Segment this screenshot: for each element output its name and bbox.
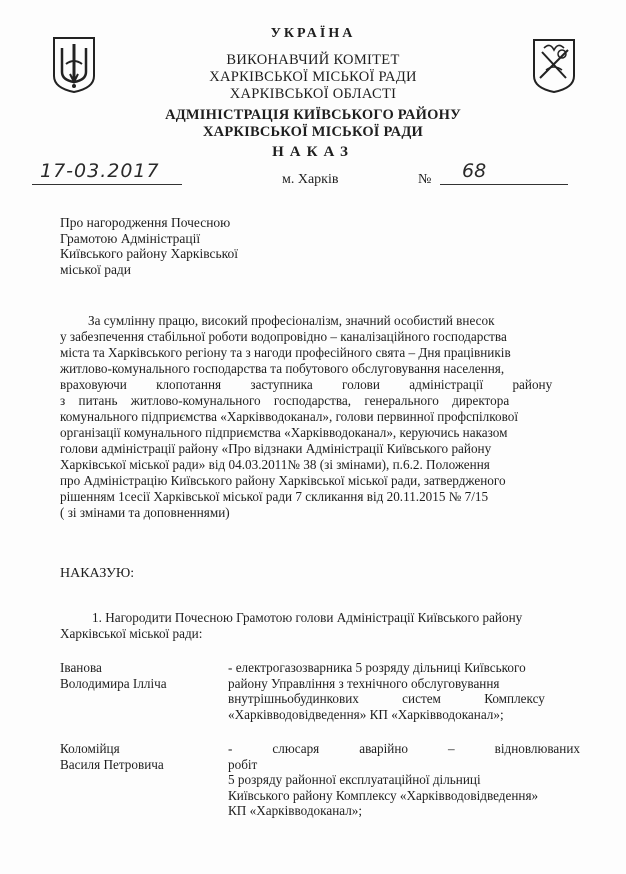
preamble-line: враховуючи клопотання заступника голови адміністрації району (60, 377, 553, 392)
position-line: - слюсаря аварійно – відновлюваних робіт (228, 741, 580, 772)
committee-line-2: ХАРКІВСЬКОЇ МІСЬКОЇ РАДИ (209, 69, 417, 85)
committee-line-3: ХАРКІВСЬКОЇ ОБЛАСТІ (229, 86, 397, 102)
position-line: КП «Харківводоканал»; (228, 803, 363, 819)
awardee-surname: Коломійця (60, 741, 120, 756)
committee-line-1: ВИКОНАВЧИЙ КОМІТЕТ (226, 52, 400, 68)
preamble-line: За сумлінну працю, високий професіоналізм, значний особистий внесок (88, 313, 495, 328)
administration-line-2: ХАРКІВСЬКОЇ МІСЬКОЇ РАДИ (203, 124, 423, 140)
position-line: Київського району Комплексу «Харківводовідведення» (228, 787, 539, 803)
order-word: НАКАЗУЮ: (60, 566, 135, 581)
position-line: - електрогазозварника 5 розряду дільниці Київського (228, 660, 526, 675)
preamble-line: у забезпечення стабільної роботи водопровідно – каналізаційного господарства (60, 329, 507, 344)
position-line: «Харківводовідведення» КП «Харківводоканал»; (228, 706, 504, 722)
order-subject (60, 215, 238, 277)
order-date: 17-03.2017 (40, 160, 160, 182)
preamble-line: ( зі змінами та доповненнями) (60, 505, 230, 520)
order-city: м. Харків (282, 172, 339, 187)
order-number: 68 (462, 160, 487, 182)
preamble-line: Харківської міської ради» від 04.03.2011№ 38 (зі змінами), п.6.2. Положення (60, 457, 490, 472)
subject-line: Київського району Харківської (60, 246, 239, 261)
document-type: НАКАЗ (272, 144, 354, 160)
awardee-name (60, 660, 167, 691)
preamble-line: про Адміністрацію Київського району Харківської міської ради, затвердженого (60, 473, 506, 488)
number-underline (440, 184, 568, 185)
position-line: внутрішньобудинкових систем Комплексу (228, 691, 545, 707)
item1-line: Харківської міської ради: (60, 626, 203, 641)
preamble-line: організації комунального підприємства «Харківводоканал», керуючись наказом (60, 425, 508, 440)
date-underline (32, 184, 182, 185)
position-line: 5 розряду районної експлуатаційної дільниці (228, 772, 481, 788)
awardee-given-names: Володимира Ілліча (60, 675, 167, 691)
preamble-line: комунального підприємства «Харківводоканал», голови первинної профспілкової (60, 409, 518, 424)
preamble-line: з питань житлово-комунального господарства, генерального директора (60, 393, 510, 408)
preamble-line: житлово-комунального господарства та побутового обслуговування населення, (60, 361, 505, 376)
administration-line-1: АДМІНІСТРАЦІЯ КИЇВСЬКОГО РАЙОНУ (165, 107, 461, 123)
subject-line: Про нагородження Почесною (60, 215, 231, 230)
preamble-line: міста та Харківського регіону та з нагоди професійного свята – Дня працівників (60, 345, 511, 360)
position-line: району Управління з технічного обслуговування (228, 675, 500, 691)
awardee-position (228, 741, 580, 819)
preamble-line: голови адміністрації району «Про відзнаки Адміністрації Київського району (60, 441, 492, 456)
item1-line: 1. Нагородити Почесною Грамотою голови Адміністрації Київського району (92, 610, 523, 625)
awardee-name (60, 741, 164, 772)
number-label: № (418, 172, 432, 187)
subject-line: міської ради (60, 261, 132, 277)
awardee-given-names: Василя Петровича (60, 756, 164, 772)
subject-line: Грамотою Адміністрації (60, 230, 201, 246)
awardee-position (228, 660, 580, 722)
awardee-surname: Іванова (60, 660, 102, 675)
preamble-line: рішенням 1сесії Харківської міської ради 7 скликання від 20.11.2015 № 7/15 (60, 489, 489, 504)
country-title: УКРАЇНА (270, 26, 356, 41)
